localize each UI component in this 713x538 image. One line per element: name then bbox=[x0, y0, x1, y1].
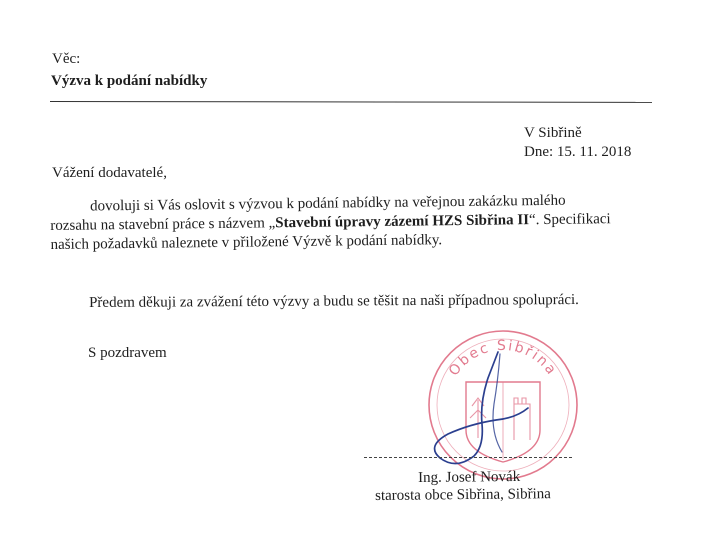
signature-line bbox=[364, 457, 572, 458]
subject-label: Věc: bbox=[52, 51, 81, 67]
signer-role: starosta obce Sibřina, Sibřina bbox=[375, 486, 551, 504]
stamp-text-path: Obec Sibřina bbox=[445, 337, 561, 380]
place: V Sibřině bbox=[524, 125, 582, 141]
official-stamp bbox=[418, 320, 588, 490]
body-paragraph bbox=[50, 191, 649, 255]
subject-title: Výzva k podání nabídky bbox=[51, 73, 208, 89]
project-name: Stavební úpravy zázemí HZS Sibřina II bbox=[275, 212, 530, 232]
salutation: Vážení dodavatelé, bbox=[52, 165, 167, 181]
shield-tree-icon bbox=[470, 398, 486, 438]
closing: S pozdravem bbox=[88, 345, 167, 361]
signature-stroke bbox=[493, 354, 502, 452]
thanks-sentence: Předem děkuji za zvážení této výzvy a budu se těšit na naši případnou spolupráci. bbox=[89, 292, 579, 311]
shield-tower-icon bbox=[514, 398, 530, 440]
body-line-2-end: “. Specifikaci bbox=[528, 211, 611, 229]
date: Dne: 15. 11. 2018 bbox=[524, 144, 632, 160]
body-line-1: dovoluji si Vás oslovit s výzvou k podání nabídky na veřejnou zakázku malého bbox=[90, 192, 566, 215]
body-line-2-start: rozsahu na stavební práce s názvem „ bbox=[50, 215, 276, 234]
stamp-text bbox=[446, 338, 560, 379]
signer-name: Ing. Josef Novák bbox=[418, 468, 521, 486]
header-rule bbox=[50, 101, 652, 103]
body-line-3: našich požadavků naleznete v přiložené Výzvě k podání nabídky. bbox=[50, 232, 443, 253]
